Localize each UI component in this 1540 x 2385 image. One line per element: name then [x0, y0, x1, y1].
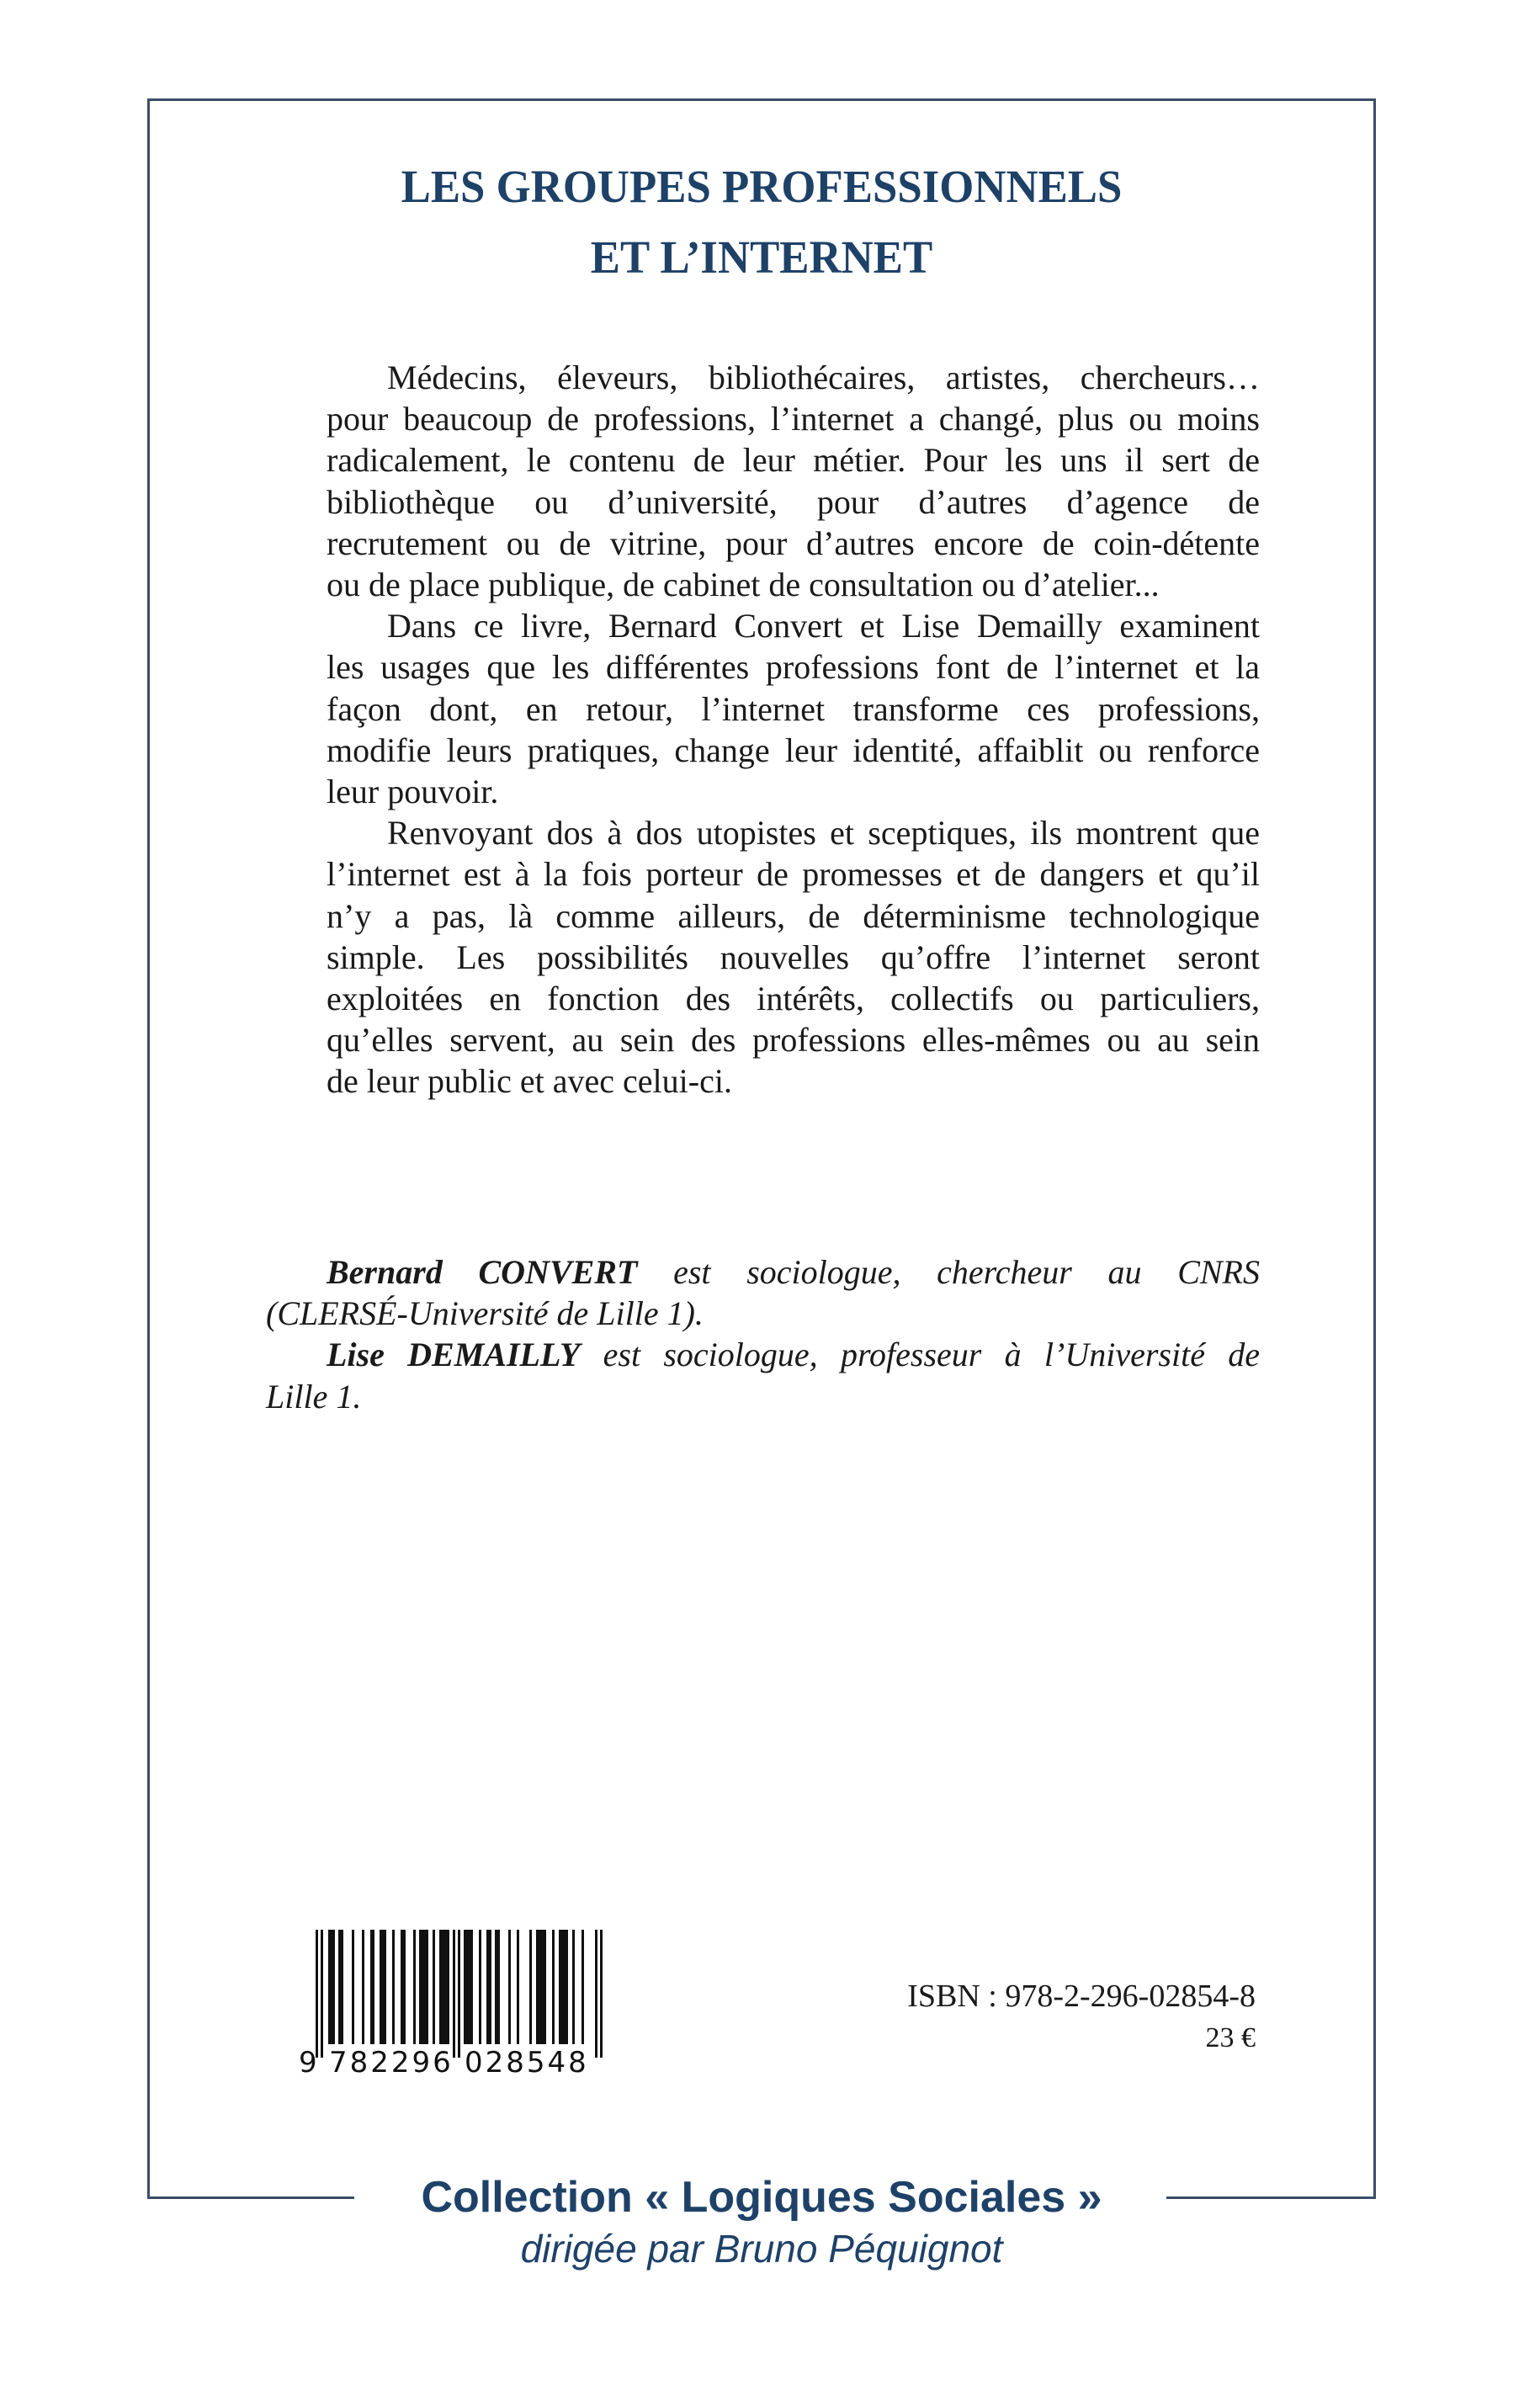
blurb-line: ou de place publique, de cabinet de consultation ou d’atelier... — [327, 566, 1160, 604]
author-bio-2-line-1 — [266, 1334, 1260, 1375]
blurb-line: les usages que les différentes professions font de l’internet et la — [327, 648, 1260, 687]
author-name-1: Bernard CONVERT — [327, 1253, 638, 1291]
author-bio-2-line-2: Lille 1. — [266, 1377, 362, 1416]
blurb-line: l’internet est à la fois porteur de promesses et de dangers et qu’il — [327, 855, 1260, 894]
author-desc-1: est sociologue, chercheur au CNRS — [637, 1253, 1260, 1291]
isbn: ISBN : 978-2-296-02854-8 — [907, 1979, 1256, 2014]
ean-barcode — [299, 1927, 619, 2079]
blurb-paragraph-1 — [266, 357, 1260, 605]
blurb-line: modifie leurs pratiques, change leur identité, affaiblit ou renforce — [327, 730, 1260, 769]
blurb-line: Dans ce livre, Bernard Convert et Lise Demailly examinent — [387, 607, 1260, 645]
blurb-line: Renvoyant dos à dos utopistes et sceptiques, ils montrent que — [387, 814, 1260, 853]
frame-border-left — [147, 98, 150, 2199]
barcode-lead-digit: 9 — [299, 2046, 317, 2079]
barcode-icon — [299, 1927, 619, 2079]
author-bio-1-line-2: (CLERSÉ-Université de Lille 1). — [266, 1294, 704, 1333]
author-bio-1-line-1 — [266, 1251, 1260, 1293]
blurb-line: radicalement, le contenu de leur métier. Pour les uns il sert de — [327, 441, 1260, 480]
blurb-line: qu’elles servent, au sein des professions elles-mêmes ou au sein — [327, 1021, 1260, 1060]
barcode-right-digits: 028548 — [465, 2046, 589, 2079]
blurb-line: n’y a pas, là comme ailleurs, de déterminisme technologique — [327, 896, 1260, 935]
blurb-paragraph-3 — [266, 812, 1260, 1102]
frame-border-top — [147, 98, 1376, 101]
blurb — [266, 357, 1260, 1102]
blurb-line: façon dont, en retour, l’internet transforme ces professions, — [327, 689, 1260, 728]
blurb-paragraph-2 — [266, 605, 1260, 812]
blurb-line: bibliothèque ou d’université, pour d’autres d’agence de — [327, 482, 1260, 521]
author-name-2: Lise DEMAILLY — [327, 1336, 581, 1374]
collection-title: Collection « Logiques Sociales » — [421, 2173, 1102, 2222]
frame-border-right — [1373, 98, 1376, 2199]
collection-director: dirigée par Bruno Péquignot — [520, 2227, 1003, 2271]
blurb-line: de leur public et avec celui-ci. — [327, 1062, 732, 1101]
blurb-line: pour beaucoup de professions, l’internet a changé, plus ou moins — [327, 400, 1260, 438]
book-title-line-2: ET L’INTERNET — [590, 231, 933, 283]
blurb-line: leur pouvoir. — [327, 773, 499, 811]
blurb-line: exploitées en fonction des intérêts, collectifs ou particuliers, — [327, 980, 1260, 1018]
blurb-line: Médecins, éleveurs, bibliothécaires, artistes, chercheurs… — [387, 359, 1260, 396]
barcode-left-digits: 782296 — [329, 2046, 454, 2079]
blurb-line: simple. Les possibilités nouvelles qu’offre l’internet seront — [327, 938, 1260, 976]
book-title-line-1: LES GROUPES PROFESSIONNELS — [401, 161, 1123, 212]
author-bios — [266, 1251, 1260, 1417]
blurb-line: recrutement ou de vitrine, pour d’autres encore de coin-détente — [327, 523, 1260, 562]
price: 23 € — [1205, 2022, 1256, 2053]
book-title — [174, 151, 1349, 293]
author-desc-2: est sociologue, professeur à l’Université de — [580, 1336, 1261, 1374]
